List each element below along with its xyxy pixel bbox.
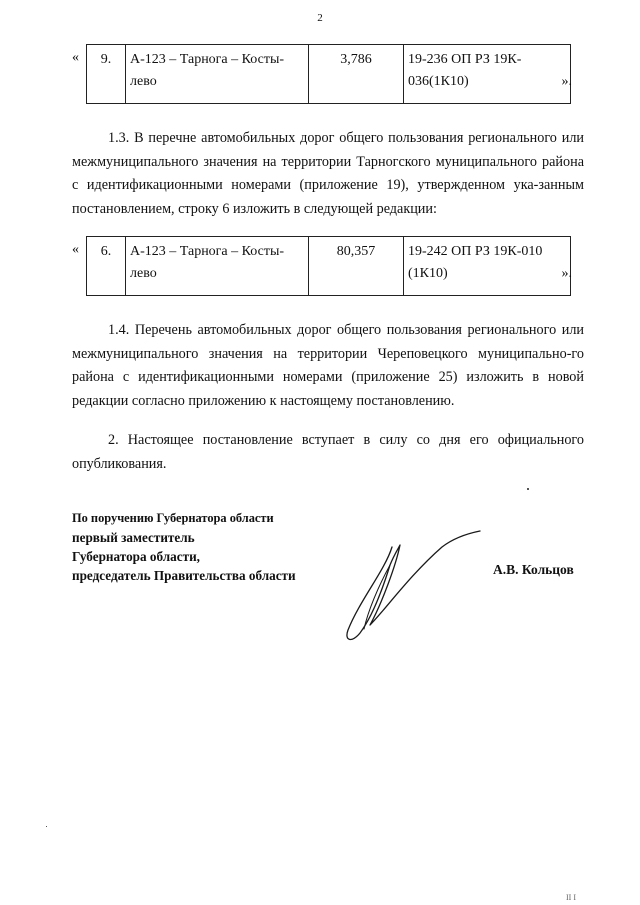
paragraph-1-3-text: 1.3. В перечне автомобильных дорог общего пользования регионального или межмуниципального значения на территории Тарногского муниципального района с идентификационными номерами (приложение 19), утвержденном ука-занным постановлением, строку 6 изложить в следующей редакции: (72, 130, 584, 217)
opening-quote: « (72, 50, 79, 65)
signatory-title-line-1: По поручению Губернатора области (72, 511, 274, 525)
paragraph-1-4-text: 1.4. Перечень автомобильных дорог общего пользования регионального или межмуниципального значения на территории Череповецкого муниципально-го района с идентификационными номерами (приложение 25) изложить в новой редакции согласно приложению к настоящему постановлению. (72, 322, 584, 409)
footer-code: II I (566, 893, 576, 902)
road-length-cell: 80,357 (309, 237, 404, 296)
road-length-cell: 3,786 (309, 45, 404, 104)
road-name-cell: А-123 – Тарнога – Косты-лево (126, 237, 309, 296)
table-row-block-a (72, 44, 572, 106)
signatory-title-line-2: первый заместитель (72, 530, 195, 545)
road-code-cell (404, 237, 571, 296)
signatory-title-line-4: председатель Правительства области (72, 568, 296, 583)
paragraph-2-text: 2. Настоящее постановление вступает в силу со дня его официального опубликования. (72, 432, 584, 472)
signatory-title-line-3: Губернатора области, (72, 549, 200, 564)
table-row-block-b (72, 236, 572, 298)
table-row (87, 45, 571, 104)
table-row (87, 237, 571, 296)
scan-speck (527, 488, 529, 490)
road-code-line-2: (1К10) (408, 266, 448, 281)
road-code-line-2: 036(1К10) (408, 74, 469, 89)
handwritten-signature (330, 525, 500, 650)
paragraph-2 (72, 429, 584, 476)
row-number-cell: 6. (87, 237, 126, 296)
closing-quote: ». (561, 74, 572, 89)
closing-quote: ». (561, 266, 572, 281)
opening-quote: « (72, 242, 79, 257)
road-code-cell (404, 45, 571, 104)
row-number-cell: 9. (87, 45, 126, 104)
road-code-line-1: 19-236 ОП РЗ 19К- (408, 52, 522, 67)
signatory-title (72, 509, 362, 585)
scan-speck (46, 826, 47, 827)
paragraph-1-3 (72, 127, 584, 221)
road-name-cell: А-123 – Тарнога – Косты-лево (126, 45, 309, 104)
page-number: 2 (317, 12, 323, 24)
road-entry-table (86, 236, 571, 296)
paragraph-1-4 (72, 319, 584, 413)
signatory-name: А.В. Кольцов (493, 562, 574, 577)
road-code-line-1: 19-242 ОП РЗ 19К-010 (408, 244, 543, 259)
road-entry-table (86, 44, 571, 104)
